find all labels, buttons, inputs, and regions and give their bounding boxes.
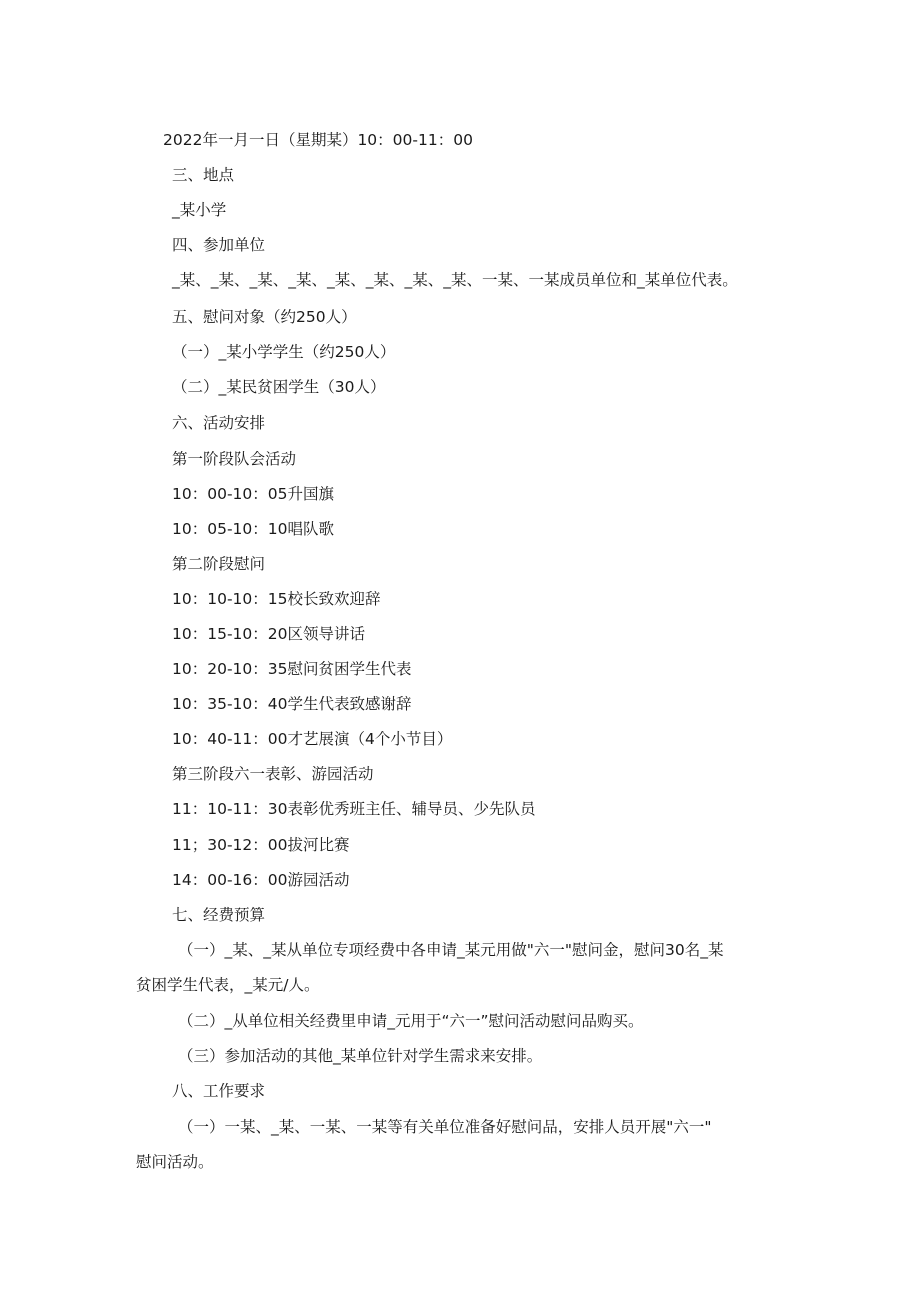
budget-paragraph-2: （二）_从单位相关经费里申请_元用于“六一”慰问活动慰问品购买。 (178, 1012, 644, 1030)
requirement-paragraph-1-line-1: （一）一某、_某、一某、一某等有关单位准备好慰问品，安排人员开展"六一" (178, 1118, 712, 1136)
schedule-item: 10：35-10：40学生代表致感谢辞 (172, 695, 412, 713)
stage-1-heading: 第一阶段队会活动 (172, 450, 297, 468)
budget-paragraph-1-line-2: 贫困学生代表，_某元/人。 (136, 976, 320, 994)
section-heading-participants: 四、参加单位 (172, 236, 266, 254)
target-item-2: （二）_某民贫困学生（30人） (172, 378, 386, 396)
schedule-item: 10：40-11：00才艺展演（4个小节目） (172, 730, 453, 748)
section-heading-targets: 五、慰问对象（约250人） (172, 308, 357, 326)
section-heading-schedule: 六、活动安排 (172, 414, 266, 432)
schedule-item: 11；30-12：00拔河比赛 (172, 836, 350, 854)
budget-paragraph-3: （三）参加活动的其他_某单位针对学生需求来安排。 (178, 1047, 543, 1065)
schedule-item: 10：20-10：35慰问贫困学生代表 (172, 660, 412, 678)
event-time-line: 2022年一月一日（星期某）10：00-11：00 (163, 131, 473, 149)
schedule-item: 10：05-10：10唱队歌 (172, 520, 334, 538)
schedule-item: 14：00-16：00游园活动 (172, 871, 350, 889)
requirement-paragraph-1-line-2: 慰问活动。 (136, 1153, 214, 1171)
participants-list: _某、_某、_某、_某、_某、_某、_某、_某、一某、一某成员单位和_某单位代表。 (172, 271, 738, 289)
location-value: _某小学 (172, 201, 227, 219)
section-heading-budget: 七、经费预算 (172, 906, 266, 924)
schedule-item: 10：10-10：15校长致欢迎辞 (172, 590, 381, 608)
schedule-item: 11：10-11：30表彰优秀班主任、辅导员、少先队员 (172, 800, 536, 818)
section-heading-location: 三、地点 (172, 166, 235, 184)
stage-3-heading: 第三阶段六一表彰、游园活动 (172, 765, 374, 783)
budget-paragraph-1-line-1: （一）_某、_某从单位专项经费中各申请_某元用做"六一"慰问金，慰问30名_某 (178, 941, 724, 959)
schedule-item: 10：00-10：05升国旗 (172, 485, 334, 503)
schedule-item: 10：15-10：20区领导讲话 (172, 625, 365, 643)
section-heading-requirements: 八、工作要求 (172, 1082, 266, 1100)
stage-2-heading: 第二阶段慰问 (172, 555, 266, 573)
target-item-1: （一）_某小学学生（约250人） (172, 343, 396, 361)
